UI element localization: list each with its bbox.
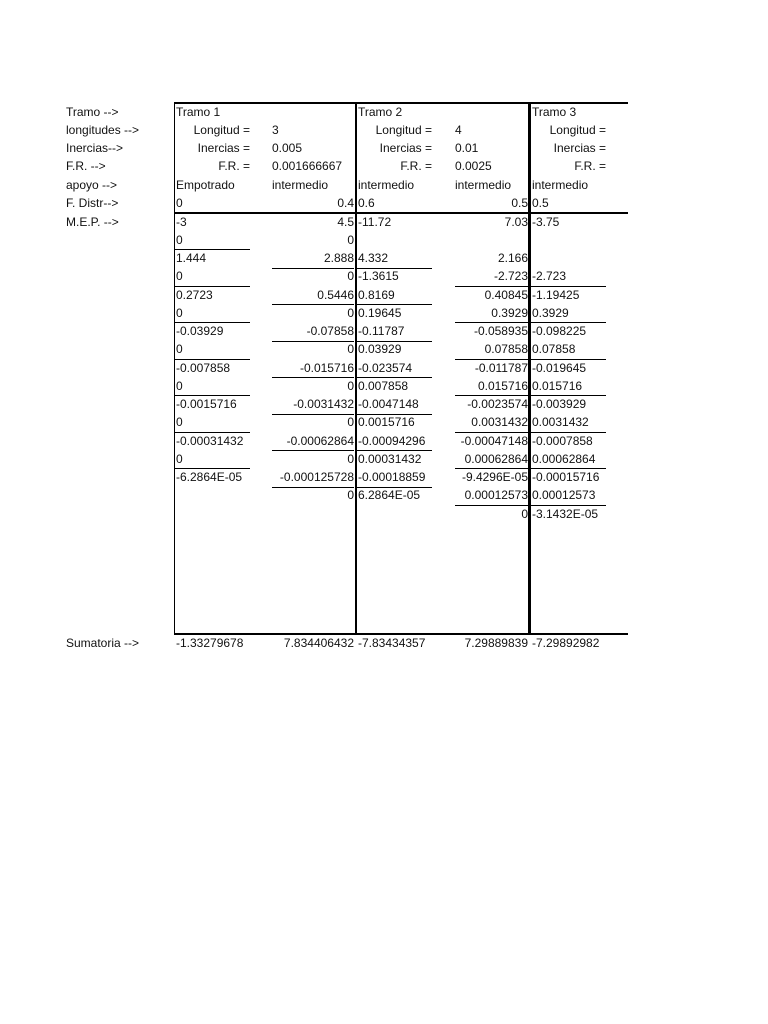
row-label-fr: F.R. --> — [66, 159, 106, 173]
s2-right-11: -0.00047148 — [460, 434, 528, 448]
s1-right-0: 0 — [347, 233, 354, 247]
s2-right-10: 0.0031432 — [471, 415, 528, 429]
span-3-title: Tramo 3 — [532, 105, 577, 119]
row-label-fdistr: F. Distr--> — [66, 196, 119, 210]
s1-right-rule-5 — [272, 414, 354, 415]
s2-right-3: 0.40845 — [484, 288, 528, 302]
span-1-title: Tramo 1 — [176, 105, 221, 119]
span-2-inercias: 0.01 — [455, 141, 479, 155]
s1-left-7: -0.007858 — [176, 361, 231, 375]
span-1-fdistr-right: 0.4 — [337, 196, 354, 210]
s1-right-rule-6 — [272, 450, 354, 451]
s1-right-5: -0.07858 — [306, 324, 354, 338]
span-1-fr: 0.001666667 — [272, 159, 343, 173]
span-2-mep-left: -11.72 — [358, 215, 392, 229]
s2-right-5: -0.058935 — [473, 324, 528, 338]
s2-right-1: 2.166 — [497, 251, 528, 265]
s2-left-1: 4.332 — [358, 251, 389, 265]
span-2-apoyo-right: intermedio — [455, 178, 512, 192]
s1-left-rule-2 — [175, 286, 250, 287]
s2-left-rule-1 — [357, 268, 432, 269]
s2-left-13: -0.00018859 — [358, 470, 426, 484]
s2-left-7: -0.023574 — [358, 361, 413, 375]
s1-right-6: 0 — [347, 342, 354, 356]
s3-left-13: -0.00015716 — [532, 470, 600, 484]
row-label-longitudes: longitudes --> — [66, 123, 140, 137]
row-label-apoyo: apoyo --> — [66, 178, 118, 192]
s1-right-2: 0 — [347, 269, 354, 283]
s2-left-14: 6.2864E-05 — [358, 488, 421, 502]
span-1-fdistr-left: 0 — [176, 196, 183, 210]
s1-left-3: 0.2723 — [176, 288, 213, 302]
s1-right-1: 2.888 — [323, 251, 354, 265]
span-2-longitud-label: Longitud = — [375, 123, 432, 137]
s1-left-rule-4 — [175, 359, 250, 360]
s1-right-14: 0 — [347, 488, 354, 502]
s2-right-2: -2.723 — [493, 269, 528, 283]
s1-right-13: -0.000125728 — [279, 470, 354, 484]
s2-left-9: -0.0047148 — [358, 397, 419, 411]
s3-left-6: 0.07858 — [532, 342, 576, 356]
header-top-rule — [174, 102, 628, 104]
s1-sum-right: 7.834406432 — [283, 636, 354, 650]
s1-right-rule-2 — [272, 304, 354, 305]
s2-right-rule-3 — [455, 359, 528, 360]
s3-left-5: -0.098225 — [532, 324, 587, 338]
span-1-mep-left: -3 — [176, 215, 187, 229]
s3-left-7: -0.019645 — [532, 361, 587, 375]
s2-right-9: -0.0023574 — [467, 397, 528, 411]
s1-left-2: 0 — [176, 269, 183, 283]
span-3-inercias-label: Inercias = — [553, 141, 606, 155]
s2-left-4: 0.19645 — [358, 306, 402, 320]
s3-left-15: -3.1432E-05 — [532, 507, 599, 521]
span-2-fr-label: F.R. = — [400, 159, 432, 173]
s2-right-rule-7 — [455, 505, 528, 506]
s3-left-4: 0.3929 — [532, 306, 569, 320]
s2-sum-right: 7.29889839 — [464, 636, 528, 650]
s2-left-rule-2 — [357, 304, 432, 305]
s2-left-5: -0.11787 — [358, 324, 405, 338]
span-3-mep-left: -3.75 — [532, 215, 560, 229]
s1-left-rule-5 — [175, 395, 250, 396]
span-2-title: Tramo 2 — [358, 105, 403, 119]
s1-right-rule-3 — [272, 341, 354, 342]
span-1-longitud: 3 — [272, 123, 279, 137]
s1-left-9: -0.0015716 — [176, 397, 237, 411]
s1-right-4: 0 — [347, 306, 354, 320]
span-1-mep-right: 4.5 — [337, 215, 354, 229]
s2-right-rule-1 — [455, 286, 528, 287]
s2-right-4: 0.3929 — [491, 306, 528, 320]
span-3-fr-label: F.R. = — [574, 159, 606, 173]
s1-right-rule-4 — [272, 377, 354, 378]
s3-left-rule-5 — [531, 432, 606, 433]
span-2-fr: 0.0025 — [455, 159, 492, 173]
row-label-tramo: Tramo --> — [66, 105, 119, 119]
s2-left-10: 0.0015716 — [358, 415, 415, 429]
s1-right-11: -0.00062864 — [286, 434, 354, 448]
span-2-inercias-label: Inercias = — [379, 141, 432, 155]
span-1-inercias: 0.005 — [272, 141, 303, 155]
s3-left-3: -1.19425 — [532, 288, 580, 302]
s1-right-7: -0.015716 — [299, 361, 354, 375]
s3-left-rule-6 — [531, 468, 606, 469]
s1-left-8: 0 — [176, 379, 183, 393]
s1-right-3: 0.5446 — [317, 288, 354, 302]
span-3-apoyo-left: intermedio — [532, 178, 589, 192]
s2-left-rule-3 — [357, 341, 432, 342]
s2-left-rule-5 — [357, 414, 432, 415]
divider-span-1-left — [174, 102, 175, 635]
s2-right-rule-6 — [455, 468, 528, 469]
s1-left-13: -6.2864E-05 — [176, 470, 243, 484]
s2-right-rule-5 — [455, 432, 528, 433]
s3-left-rule-2 — [531, 322, 606, 323]
sumatoria-top-rule — [174, 633, 628, 635]
row-label-sumatoria: Sumatoria --> — [66, 636, 140, 650]
s2-sum-left: -7.83434357 — [358, 636, 426, 650]
s1-left-5: -0.03929 — [176, 324, 224, 338]
s2-left-rule-6 — [357, 450, 432, 451]
span-2-mep-right: 7.03 — [504, 215, 528, 229]
s1-left-rule-1 — [175, 249, 250, 250]
s2-right-12: 0.00062864 — [464, 452, 528, 466]
span-2-longitud: 4 — [455, 123, 462, 137]
s1-left-10: 0 — [176, 415, 183, 429]
s2-left-rule-7 — [357, 487, 432, 488]
s1-right-9: -0.0031432 — [293, 397, 354, 411]
span-2-fdistr-right: 0.5 — [511, 196, 528, 210]
s3-sum-left: -7.29892982 — [532, 636, 600, 650]
span-1-fr-label: F.R. = — [218, 159, 250, 173]
s1-left-0: 0 — [176, 233, 183, 247]
s3-left-2: -2.723 — [532, 269, 567, 283]
s1-left-4: 0 — [176, 306, 183, 320]
s3-left-8: 0.015716 — [532, 379, 583, 393]
s2-right-rule-2 — [455, 322, 528, 323]
s1-left-rule-7 — [175, 468, 250, 469]
s1-right-rule-7 — [272, 487, 354, 488]
s2-left-11: -0.00094296 — [358, 434, 426, 448]
span-1-apoyo-left: Empotrado — [176, 178, 235, 192]
s3-left-rule-3 — [531, 359, 606, 360]
divider-span-1-2 — [355, 102, 357, 635]
span-2-fdistr-left: 0.6 — [358, 196, 375, 210]
span-3-fdistr-left: 0.5 — [532, 196, 549, 210]
span-1-inercias-label: Inercias = — [197, 141, 250, 155]
s3-left-rule-1 — [531, 286, 606, 287]
s3-left-rule-7 — [531, 505, 606, 506]
s1-left-11: -0.00031432 — [176, 434, 244, 448]
s2-right-14: 0.00012573 — [464, 488, 528, 502]
s3-left-9: -0.003929 — [532, 397, 587, 411]
s2-left-rule-4 — [357, 377, 432, 378]
divider-span-2-3 — [528, 102, 531, 635]
s1-left-rule-3 — [175, 322, 250, 323]
s2-right-6: 0.07858 — [484, 342, 528, 356]
s2-right-7: -0.011787 — [474, 361, 528, 375]
s3-left-12: 0.00062864 — [532, 452, 596, 466]
s2-right-13: -9.4296E-05 — [461, 470, 528, 484]
row-label-mep: M.E.P. --> — [66, 215, 119, 229]
s2-left-3: 0.8169 — [358, 288, 395, 302]
span-3-longitud-label: Longitud = — [549, 123, 606, 137]
s1-sum-left: -1.33279678 — [176, 636, 244, 650]
s1-left-rule-6 — [175, 432, 250, 433]
s1-left-1: 1.444 — [176, 251, 207, 265]
span-1-apoyo-right: intermedio — [272, 178, 329, 192]
s2-right-8: 0.015716 — [477, 379, 528, 393]
s1-right-12: 0 — [347, 452, 354, 466]
s2-right-15: 0 — [521, 507, 528, 521]
s3-left-rule-4 — [531, 395, 606, 396]
span-2-apoyo-left: intermedio — [358, 178, 415, 192]
s2-right-rule-4 — [455, 395, 528, 396]
s2-left-6: 0.03929 — [358, 342, 402, 356]
s2-left-12: 0.00031432 — [358, 452, 422, 466]
s1-left-12: 0 — [176, 452, 183, 466]
s1-right-rule-1 — [272, 268, 354, 269]
s1-right-8: 0 — [347, 379, 354, 393]
s3-left-14: 0.00012573 — [532, 488, 596, 502]
s3-left-10: 0.0031432 — [532, 415, 589, 429]
mep-top-rule — [174, 212, 628, 214]
s3-left-11: -0.0007858 — [532, 434, 593, 448]
row-label-inercias: Inercias--> — [66, 141, 124, 155]
s2-left-2: -1.3615 — [358, 269, 399, 283]
span-1-longitud-label: Longitud = — [193, 123, 250, 137]
s1-left-6: 0 — [176, 342, 183, 356]
s1-right-10: 0 — [347, 415, 354, 429]
s2-left-8: 0.007858 — [358, 379, 409, 393]
